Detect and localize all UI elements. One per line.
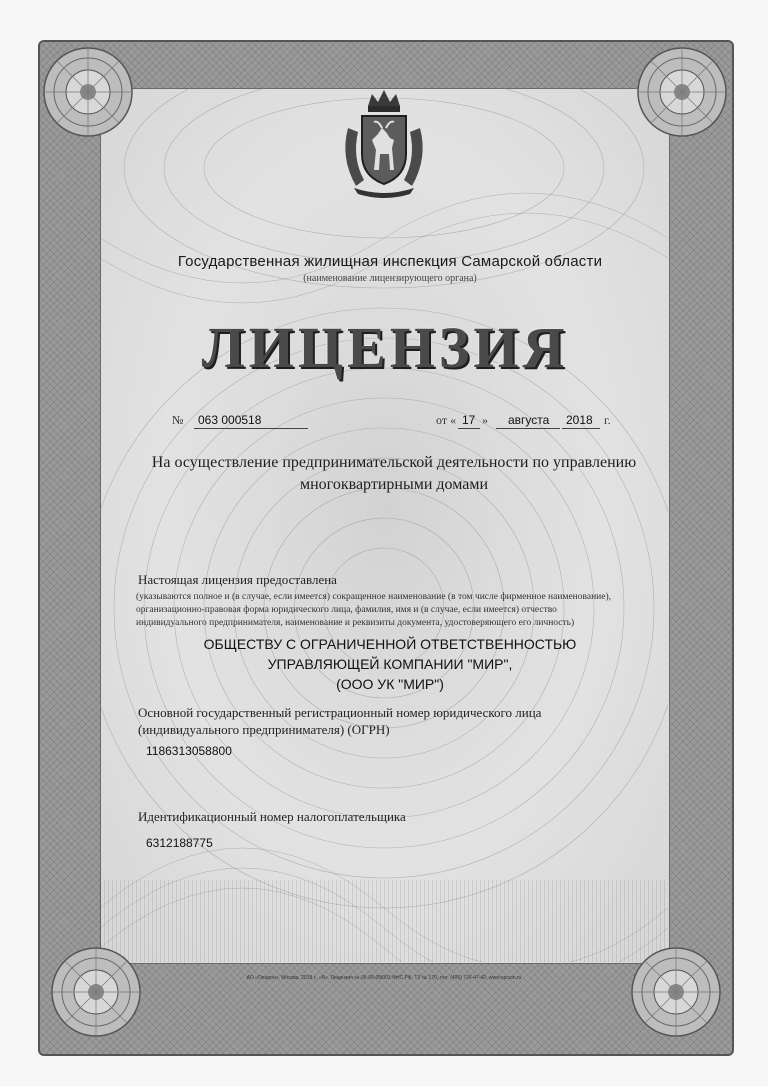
license-year: 2018 bbox=[566, 413, 593, 427]
number-sign: № bbox=[172, 413, 184, 427]
day-underline bbox=[458, 428, 480, 429]
licensee-line-2: УПРАВЛЯЮЩЕЙ КОМПАНИИ "МИР", bbox=[267, 656, 513, 672]
granted-caption-line-2: организационно-правовая форма юридического лица, фамилия, имя и (в случае, если имеется) отчество bbox=[136, 605, 557, 615]
granted-caption bbox=[136, 591, 656, 630]
document-title: ЛИЦЕНЗИЯ bbox=[201, 315, 569, 380]
licensee-line-1: ОБЩЕСТВУ С ОГРАНИЧЕННОЙ ОТВЕТСТВЕННОСТЬЮ bbox=[203, 636, 577, 652]
licensed-activity bbox=[130, 452, 658, 496]
ogrn-label-line-1: Основной государственный регистрационный номер юридического лица bbox=[138, 705, 542, 720]
issuing-authority: Государственная жилищная инспекция Самарской области bbox=[177, 253, 603, 270]
rosette-ornament-icon bbox=[48, 944, 144, 1040]
ogrn-value: 1186313058800 bbox=[146, 744, 232, 758]
ornamental-band bbox=[100, 880, 668, 962]
rosette-ornament-icon bbox=[40, 44, 136, 140]
license-number: 063 000518 bbox=[198, 413, 262, 427]
ogrn-label bbox=[138, 704, 608, 738]
activity-line-1: На осуществление предпринимательской деятельности по управлению bbox=[151, 454, 637, 471]
ogrn-label-line-2: (индивидуального предпринимателя) (ОГРН) bbox=[138, 722, 390, 737]
number-underline bbox=[194, 428, 308, 429]
printer-imprint: АО «Опцион», Москва, 2018 г., «Б». Лицензия № 05-05-09/003 ФНС РФ, ТЗ № 170, тел. (495) 726-47-42, www.opcion.ru bbox=[246, 975, 522, 981]
inn-value: 6312188775 bbox=[146, 836, 213, 850]
granted-caption-line-1: (указываются полное и (в случае, если имеется) сокращенное наименование (в том числе фирменное наименование), bbox=[136, 592, 611, 602]
date-prefix: от « bbox=[436, 413, 457, 427]
inn-label: Идентификационный номер налогоплательщика bbox=[138, 809, 406, 824]
license-month: августа bbox=[508, 413, 550, 427]
samara-coat-of-arms-icon bbox=[334, 88, 434, 198]
rosette-ornament-icon bbox=[628, 944, 724, 1040]
granted-label: Настоящая лицензия предоставлена bbox=[138, 572, 337, 587]
issuing-authority-caption: (наименование лицензирующего органа) bbox=[303, 273, 477, 284]
licensee-name bbox=[140, 634, 640, 694]
licensee-line-3: (ООО УК "МИР") bbox=[336, 676, 444, 692]
year-underline bbox=[562, 428, 600, 429]
granted-caption-line-3: индивидуального предпринимателя, наименование и реквизиты документа, удостоверяющего его личность) bbox=[136, 618, 575, 628]
rosette-ornament-icon bbox=[634, 44, 730, 140]
license-day: 17 bbox=[462, 413, 476, 427]
date-quote-close: » bbox=[482, 413, 488, 427]
month-underline bbox=[496, 428, 560, 429]
year-suffix: г. bbox=[604, 413, 611, 427]
guilloche-pattern bbox=[100, 88, 668, 962]
activity-line-2: многоквартирными домами bbox=[299, 476, 489, 493]
